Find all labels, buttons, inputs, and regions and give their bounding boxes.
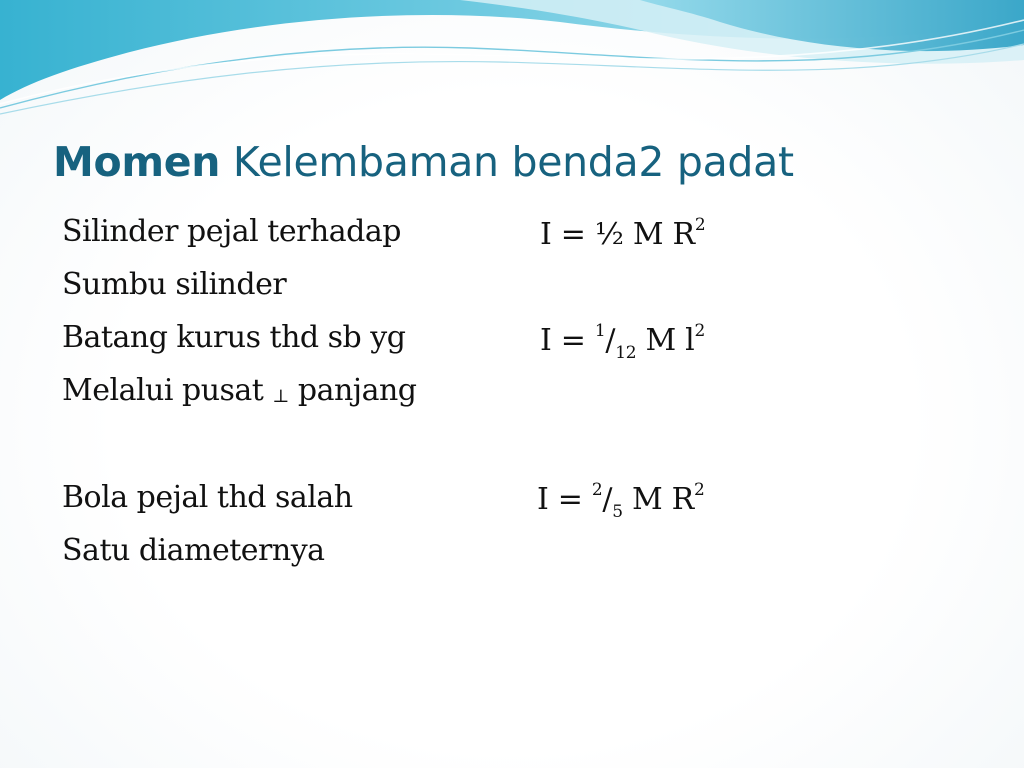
formula-2-slash: / bbox=[605, 323, 616, 358]
formula-1-text: I = ½ M R bbox=[540, 217, 695, 252]
formula-3-exponent: 2 bbox=[693, 480, 705, 500]
item-1-line-2: Sumbu silinder bbox=[62, 267, 287, 302]
item-2-line-1: Batang kurus thd sb yg bbox=[62, 320, 406, 355]
perpendicular-symbol: ⊥ bbox=[272, 386, 289, 407]
item-1-formula bbox=[540, 217, 705, 252]
item-3-line-2: Satu diameternya bbox=[62, 533, 325, 568]
item-2-formula bbox=[540, 321, 705, 363]
formula-3-denominator: 5 bbox=[612, 502, 623, 522]
formula-3-numerator: 2 bbox=[591, 480, 603, 500]
formula-2-numerator: 1 bbox=[594, 321, 606, 341]
formula-3-prefix: I = bbox=[537, 482, 592, 517]
title-bold: Momen bbox=[53, 138, 221, 186]
formula-3-middle: M R bbox=[622, 482, 694, 517]
formula-3-slash: / bbox=[602, 482, 613, 517]
slide-title bbox=[53, 138, 794, 186]
formula-2-prefix: I = bbox=[540, 323, 595, 358]
formula-2-middle: M l bbox=[636, 323, 695, 358]
item-3-formula bbox=[537, 480, 705, 522]
item-1-line-1: Silinder pejal terhadap bbox=[62, 214, 401, 249]
item-3-line-1: Bola pejal thd salah bbox=[62, 480, 353, 515]
formula-2-exponent: 2 bbox=[694, 321, 705, 341]
item-2-line-2-after: panjang bbox=[288, 373, 417, 408]
formula-1-exponent: 2 bbox=[694, 215, 706, 235]
item-2-line-2-before: Melalui pusat bbox=[62, 373, 273, 408]
title-rest: Kelembaman benda2 padat bbox=[220, 138, 794, 186]
formula-2-denominator: 12 bbox=[615, 343, 637, 363]
header-wave-decoration bbox=[0, 0, 1024, 130]
item-2-line-2 bbox=[62, 373, 417, 408]
